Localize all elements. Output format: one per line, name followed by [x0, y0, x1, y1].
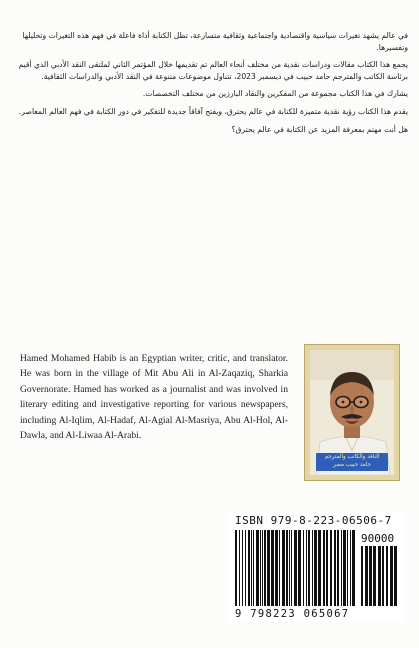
author-bio: Hamed Mohamed Habib is an Egyptian writer, critic, and translator. He was born in the village of Mit Abu Ali in Al-Zaqaziq, Sharkia Governorate. Hamed has worked as a journalist and was involved in literary editing and investigative reporting for various newspapers, including Al-Iqlim, Al-Hadaf, Al-Agial Al-Masriya, Abu Al-Hol, Al-Dawla, and Al-Liwaa Al-Arabi.	[20, 353, 288, 442]
isbn-number: ISBN 979-8-223-06506-7	[235, 514, 392, 527]
isbn-barcode	[227, 512, 403, 622]
blurb-paragraph-4: يقدم هذا الكتاب رؤية نقدية متميزة للكتابة في عالم يحترق، ويفتح آفاقاً جديدة للتفكير في دور الكتابة في فهم العالم المعاصر.	[18, 106, 408, 116]
photo-caption-line-2: حامد حبيب مصر	[333, 462, 371, 468]
author-photo-frame	[304, 344, 400, 481]
arabic-blurb	[12, 30, 408, 141]
addon-barcode-bars	[359, 546, 399, 606]
ean-digits: 9 798223 065067	[235, 608, 350, 620]
author-photo	[310, 350, 394, 475]
blurb-paragraph-5: هل أنت مهتم بمعرفة المزيد عن الكتابة في عالم يحترق؟	[231, 124, 408, 134]
photo-caption-line-1: الناقد والكاتب والمترجم	[324, 454, 380, 460]
photo-caption	[316, 453, 388, 471]
blurb-paragraph-2: يجمع هذا الكتاب مقالات ودراسات نقدية من مختلف أنحاء العالم تم تقديمها خلال المؤتمر الثاني لملتقى النقد الأدبي الذي أقيم برئاسة الكاتب والمترجم حامد حبيب في ديسمبر 2023، تتناول موضوعات متنوعة في النقد الأدبي والدراسات الثقافية.	[18, 60, 408, 81]
price-code: 90000	[361, 532, 395, 545]
blurb-paragraph-1: في عالم يشهد تغيرات سياسية واقتصادية واجتماعية وثقافية متسارعة، تظل الكتابة أداة فاعلة في فهم هذه التغيرات وتحليلها وتفسيرها.	[22, 31, 408, 52]
blurb-paragraph-3: يشارك في هذا الكتاب مجموعة من المفكرين والنقاد البارزين من مختلف التخصصات.	[142, 89, 408, 99]
ean-barcode-bars	[233, 530, 357, 606]
